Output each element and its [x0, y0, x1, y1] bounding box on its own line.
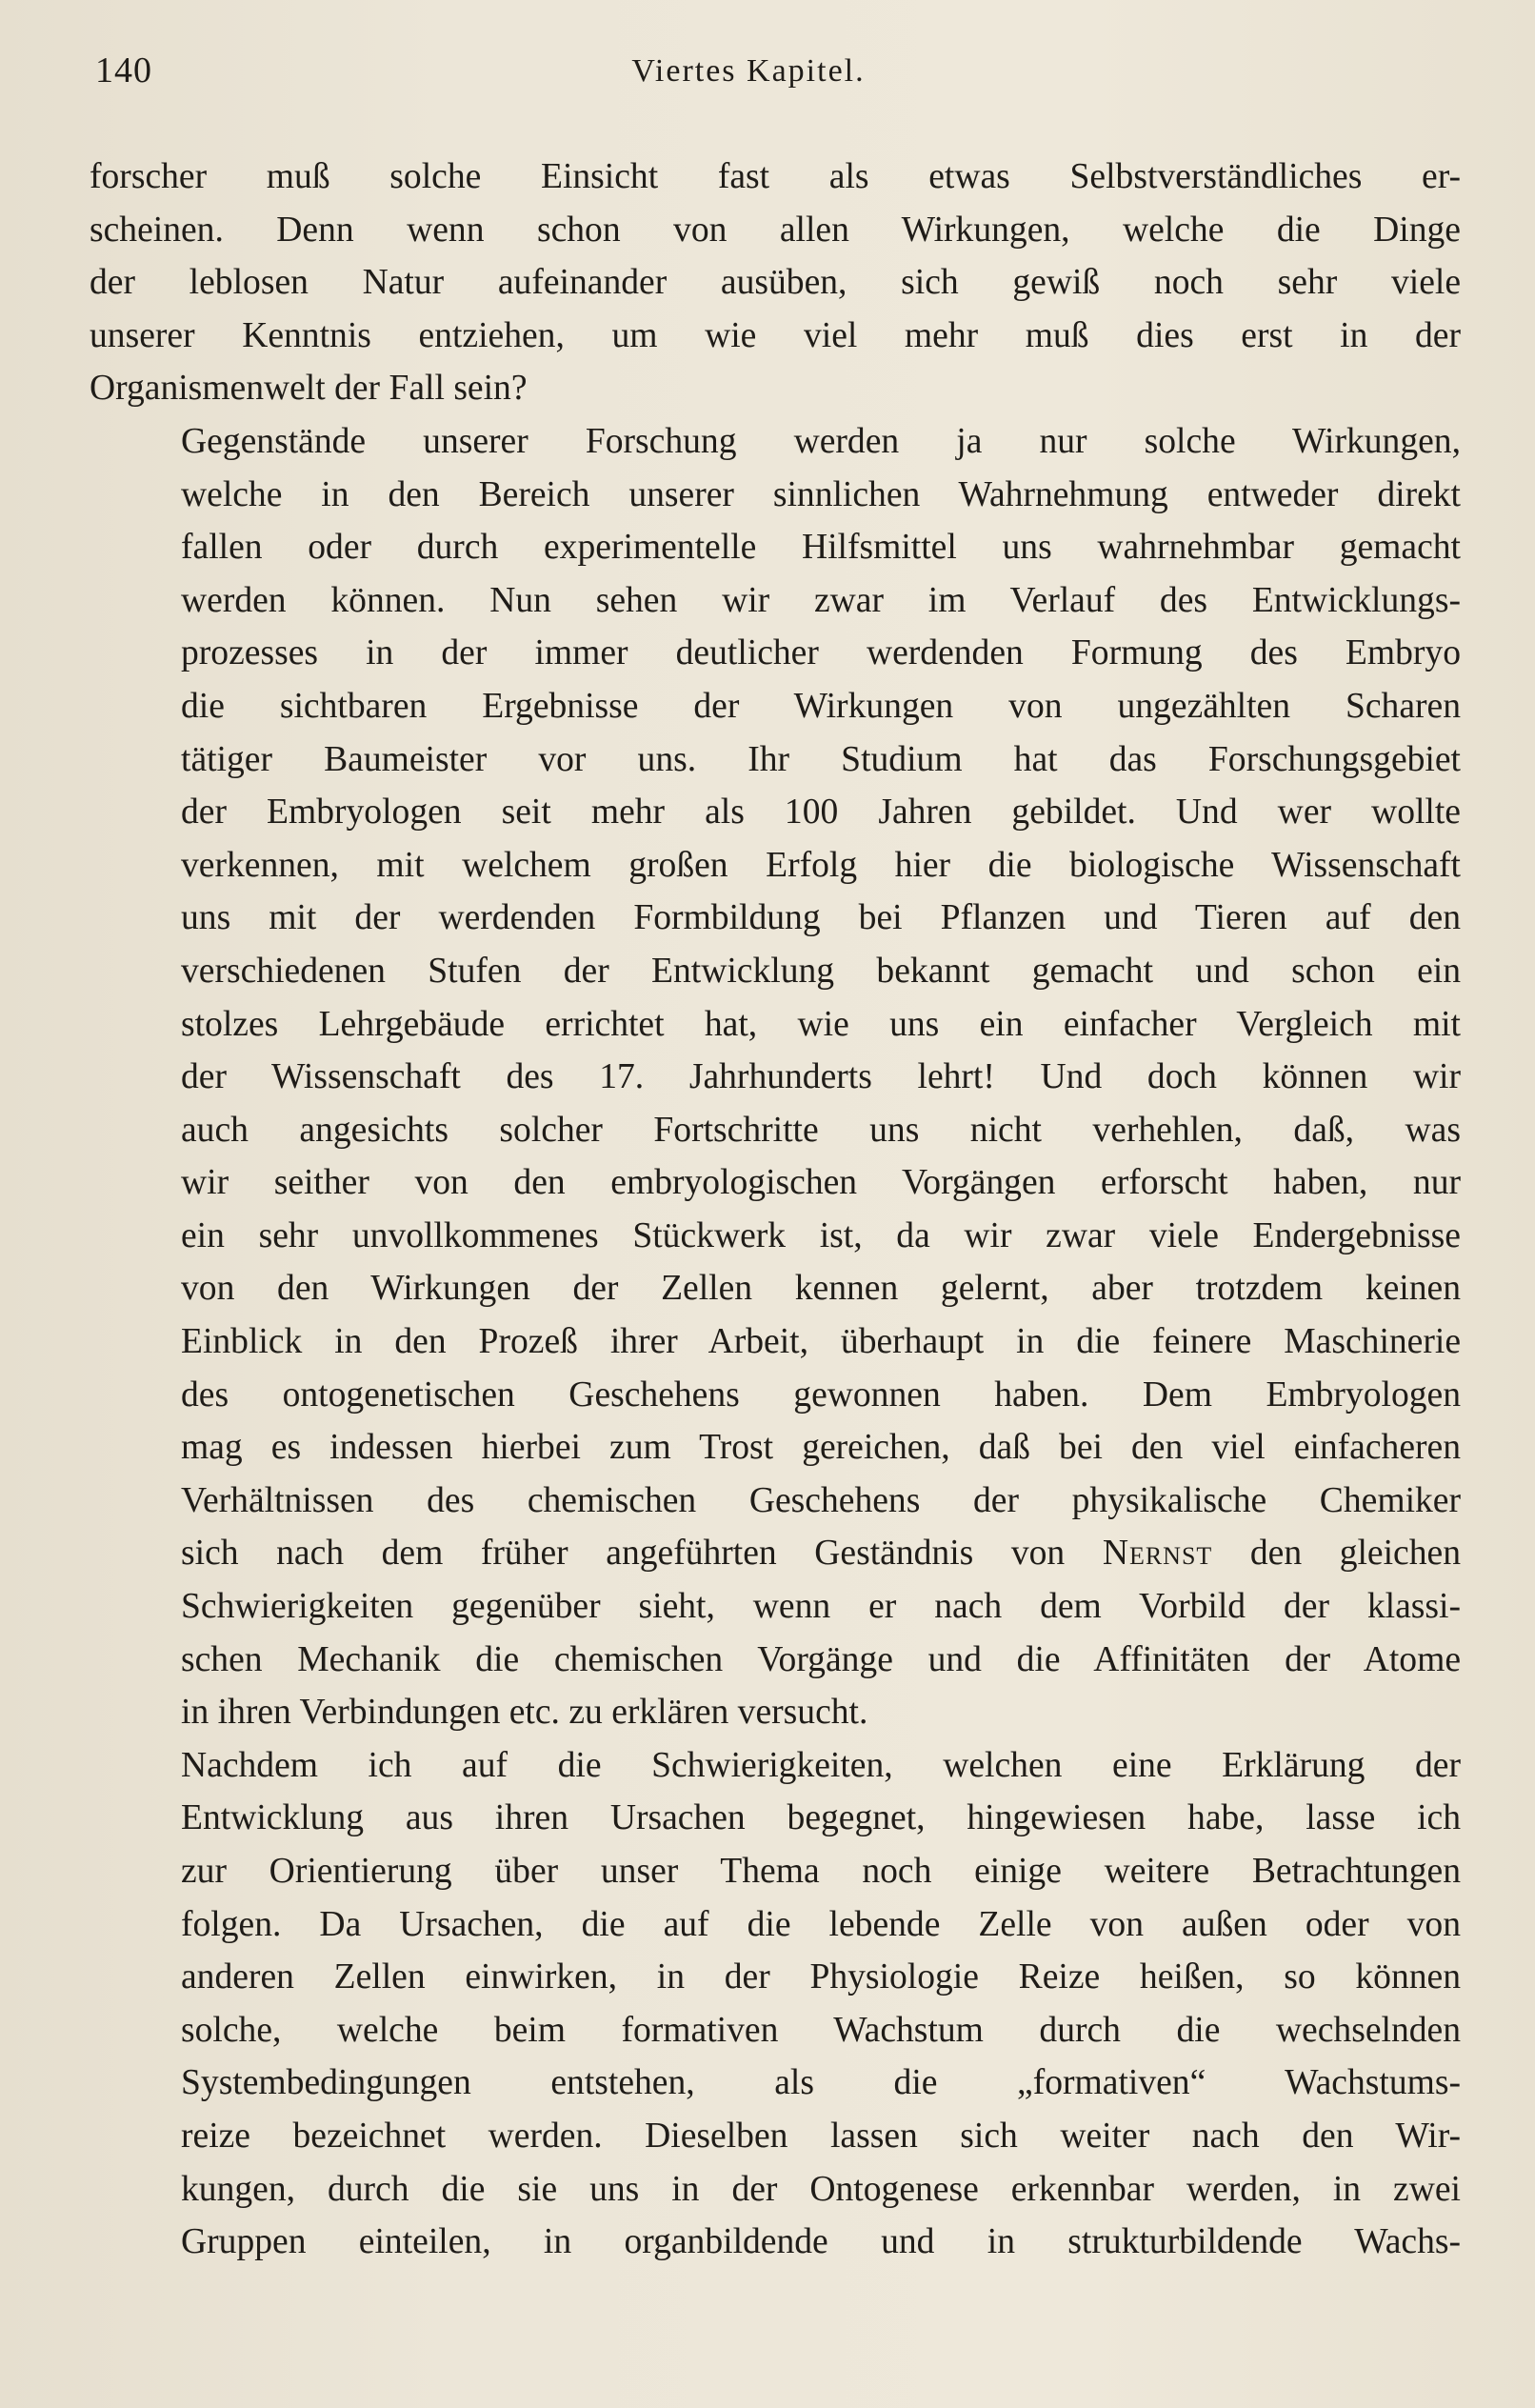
text-line: Systembedingungen entstehen, als die „formativen“ Wachstums- [181, 2063, 1461, 2103]
text-line: solche, welche beim formativen Wachstum durch die wechselnden [181, 2010, 1461, 2050]
text-line: Organismenwelt der Fall sein? [90, 369, 528, 409]
text-line: zur Orientierung über unser Thema noch einige weitere Betrachtungen [181, 1852, 1461, 1891]
text-line: Gegenstände unserer Forschung werden ja nur solche Wirkungen, [181, 421, 1461, 461]
text-line: mag es indessen hierbei zum Trost gereichen, daß bei den viel einfacheren [181, 1428, 1461, 1468]
text-line: die sichtbaren Ergebnisse der Wirkungen von ungezählten Scharen [181, 686, 1461, 726]
text-line: stolzes Lehrgebäude errichtet hat, wie uns ein einfacher Vergleich mit [181, 1004, 1461, 1044]
text-line: folgen. Da Ursachen, die auf die lebende Zelle von außen oder von [181, 1904, 1461, 1944]
page-header [95, 50, 1459, 107]
text-line: kungen, durch die sie uns in der Ontogenese erkennbar werden, in zwei [181, 2169, 1461, 2209]
text-line: auch angesichts solcher Fortschritte uns nicht verhehlen, daß, was [181, 1110, 1461, 1150]
text-line: Gruppen einteilen, in organbildende und in strukturbildende Wachs- [181, 2222, 1461, 2262]
running-title: Viertes Kapitel. [631, 53, 866, 89]
text-line: Nachdem ich auf die Schwierigkeiten, welchen eine Erklärung der [181, 1745, 1461, 1785]
text-line: fallen oder durch experimentelle Hilfsmittel uns wahrnehmbar gemacht [181, 528, 1461, 568]
text-line: der Wissenschaft des 17. Jahrhunderts lehrt! Und doch können wir [181, 1057, 1461, 1097]
text-line: der Embryologen seit mehr als 100 Jahren gebildet. Und wer wollte [181, 793, 1461, 833]
text-line: verschiedenen Stufen der Entwicklung bekannt gemacht und schon ein [181, 951, 1461, 991]
text-line: werden können. Nun sehen wir zwar im Verlauf des Entwicklungs- [181, 580, 1461, 620]
text-line: schen Mechanik die chemischen Vorgänge und die Affinitäten der Atome [181, 1639, 1461, 1679]
body-text [90, 150, 1461, 2269]
text-line: unserer Kenntnis entziehen, um wie viel mehr muß dies erst in der [90, 315, 1461, 355]
author-name: Nernst [1102, 1534, 1213, 1574]
text-line: tätiger Baumeister vor uns. Ihr Studium hat das Forschungsgebiet [181, 739, 1461, 779]
text-line: Verhältnissen des chemischen Geschehens der physikalische Chemiker [181, 1480, 1461, 1520]
text-line: von den Wirkungen der Zellen kennen gelernt, aber trotzdem keinen [181, 1269, 1461, 1309]
paragraph [90, 150, 1461, 415]
text-line: prozesses in der immer deutlicher werdenden Formung des Embryo [181, 633, 1461, 673]
text-line: des ontogenetischen Geschehens gewonnen haben. Dem Embryologen [181, 1375, 1461, 1415]
text-line: sich nach dem früher angeführten Geständnis von Nernst den gleichen [181, 1534, 1461, 1574]
text-line: Einblick in den Prozeß ihrer Arbeit, überhaupt in die feinere Maschinerie [181, 1322, 1461, 1362]
text-line: reize bezeichnet werden. Dieselben lassen sich weiter nach den Wir- [181, 2116, 1461, 2156]
text-line: Entwicklung aus ihren Ursachen begegnet, hingewiesen habe, lasse ich [181, 1798, 1461, 1838]
text-line: in ihren Verbindungen etc. zu erklären versucht. [181, 1693, 868, 1733]
text-line: welche in den Bereich unserer sinnlichen Wahrnehmung entweder direkt [181, 474, 1461, 514]
paragraph [90, 415, 1461, 1739]
text-line: Schwierigkeiten gegenüber sieht, wenn er nach dem Vorbild der klassi- [181, 1587, 1461, 1627]
page-number: 140 [95, 50, 152, 90]
text-line: scheinen. Denn wenn schon von allen Wirkungen, welche die Dinge [90, 210, 1461, 250]
paragraph [90, 1739, 1461, 2269]
text-line: verkennen, mit welchem großen Erfolg hier die biologische Wissenschaft [181, 845, 1461, 885]
text-line: der leblosen Natur aufeinander ausüben, sich gewiß noch sehr viele [90, 263, 1461, 303]
text-line: uns mit der werdenden Formbildung bei Pflanzen und Tieren auf den [181, 898, 1461, 938]
text-line: anderen Zellen einwirken, in der Physiologie Reize heißen, so können [181, 1957, 1461, 1997]
text-line: wir seither von den embryologischen Vorgängen erforscht haben, nur [181, 1163, 1461, 1203]
text-line: ein sehr unvollkommenes Stückwerk ist, da wir zwar viele Endergebnisse [181, 1215, 1461, 1255]
text-line: forscher muß solche Einsicht fast als etwas Selbstverständliches er- [90, 157, 1461, 196]
